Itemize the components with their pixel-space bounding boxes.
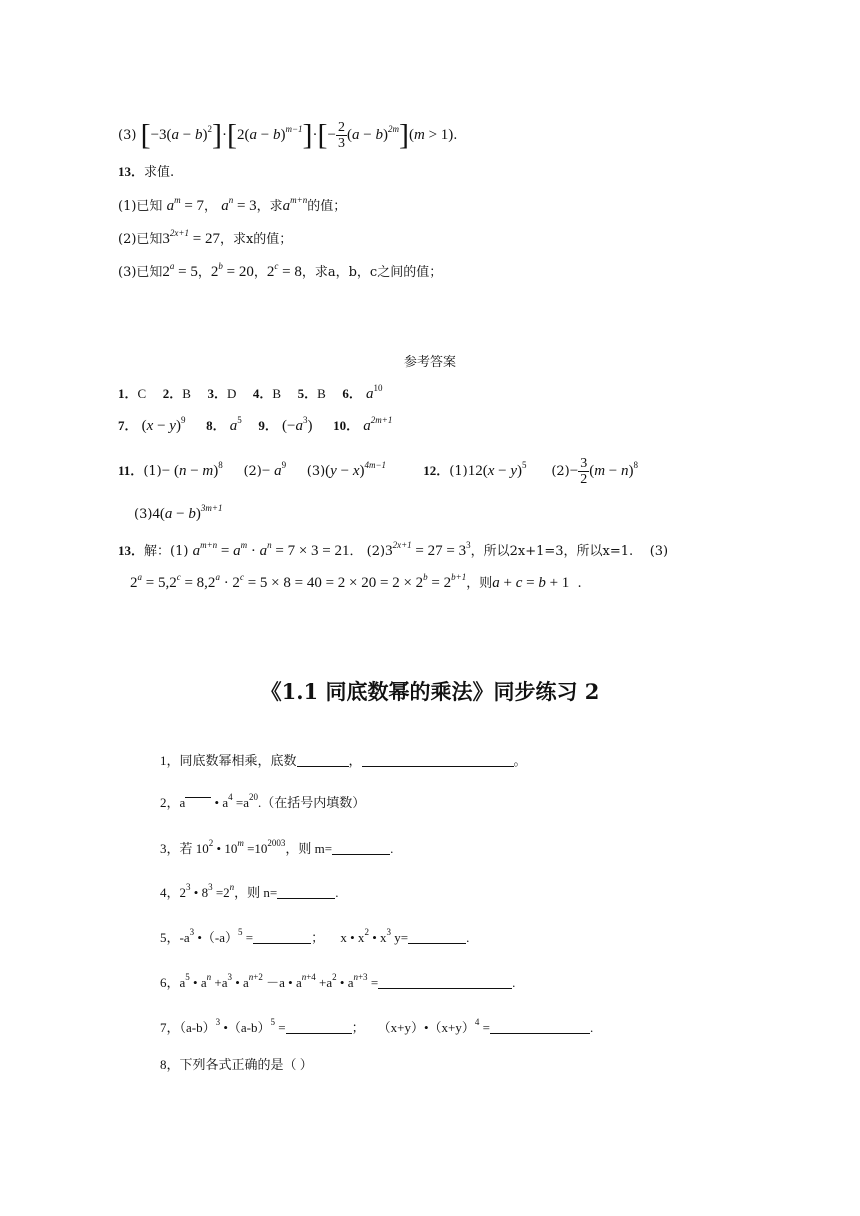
paren-blank[interactable]	[185, 795, 211, 798]
sub-label: (2)	[551, 464, 570, 479]
answer-number: 13	[118, 543, 131, 558]
bracket: [	[317, 118, 328, 152]
answer-number: 12	[423, 463, 437, 478]
math: a	[221, 198, 229, 214]
exercise-12-3: (3) $[-3(a - b)^2]\cdot[2(a - b)^{m-1}]\cdot[-$ $\frac{2}{3}$ $(a - b)^{2m}](m > 1)$.	[118, 118, 458, 152]
question-text: （x+y）•（x+y）	[377, 1020, 475, 1035]
answer-math: a	[363, 418, 371, 434]
answer-blank[interactable]	[286, 1019, 352, 1034]
answers-row-4: $(3)4(a - b)^{3m+1}$	[134, 503, 223, 522]
question-text: 5，-a	[160, 930, 190, 945]
answer-math: − a	[261, 463, 282, 479]
answer-math: a	[192, 543, 201, 559]
exercise-2-1	[160, 751, 527, 771]
math: 2	[162, 264, 170, 280]
answer-text: ，则	[466, 576, 493, 591]
answer-value: D	[226, 386, 237, 401]
answer-math: 12(x − y)	[467, 463, 523, 479]
exercise-2-8: 8，下列各式正确的是（ ）	[160, 1057, 313, 1072]
answer-math: 4(a − b)	[152, 506, 201, 522]
math: 2	[210, 264, 219, 280]
answers-row-2: 7． $(x - y)^9$ 8． $a^5$ 9． $(-a^3)$ 10． $a^{2m+1}$	[118, 415, 393, 434]
exercise-2-4: 4，$2^3$ • $8^3 =2^n$，则 n= .	[160, 882, 339, 900]
answer-number: 7	[118, 418, 125, 433]
question-text: (1)已知	[118, 199, 163, 214]
answer-math: a	[365, 386, 374, 402]
fraction: $\frac{3}{2}$	[580, 456, 588, 487]
answer-math: 2	[130, 575, 138, 591]
bracket: ]	[212, 118, 222, 152]
math: 2(a − b)	[237, 127, 286, 143]
exercise-13-1: (1)已知 $a^m = 7$， $a^n = 3$，求$a^{m+n}$的值；	[118, 195, 347, 214]
answer-number: 6	[342, 386, 349, 401]
bracket: [	[227, 118, 237, 152]
answer-number: 5	[297, 386, 305, 401]
math: a	[282, 198, 291, 214]
exercise-13-heading	[118, 162, 174, 183]
separator: ，	[204, 199, 218, 214]
answer-value: B	[182, 386, 191, 401]
exercise-13-2: (2)已知$3^{2x+1} = 27$，求x的值；	[118, 228, 293, 247]
math: 2	[266, 264, 275, 280]
answer-text: (3)	[649, 544, 669, 559]
question-text: ，求x的值；	[219, 232, 293, 247]
math: = 3	[233, 198, 257, 214]
answer-number: 8	[206, 418, 213, 433]
math: −3(a − b)	[150, 127, 208, 143]
answers-heading: 参考答案	[403, 355, 456, 370]
answer-number: 2	[162, 386, 170, 401]
answer-value: B	[272, 386, 282, 401]
question-text: ，求	[256, 199, 283, 214]
answer-number: 10	[333, 418, 347, 433]
question-text: 1，同底数幂相乘，底数	[160, 753, 297, 768]
question-text: (3)已知	[118, 265, 163, 280]
math: (a − b)	[347, 127, 388, 143]
answer-blank[interactable]	[253, 929, 311, 944]
answer-blank[interactable]	[408, 929, 466, 944]
exercise-13-3: (3)已知$2^a = 5$，$2^b = 20$，$2^c = 8$，求a，b，c之间的值；	[118, 261, 443, 280]
math: (m > 1)	[408, 127, 454, 143]
exercise-2-5: 5，$-a^3$ $•(-a)^5$ = ； x • $x^2$ • $x^3$ y= .	[160, 927, 470, 945]
math: a	[166, 198, 175, 214]
separator: 。	[513, 753, 527, 768]
answer-math: a	[492, 575, 500, 591]
answer-number: 3	[207, 386, 214, 401]
separator: ，	[348, 753, 362, 768]
answer-math: (x − y)	[141, 418, 181, 434]
answer-blank[interactable]	[277, 884, 335, 899]
answer-math: −	[569, 463, 579, 479]
answer-number: 4	[252, 386, 260, 401]
question-text: （在括号内填数）	[261, 795, 366, 810]
math: = 27	[189, 231, 220, 247]
answer-blank[interactable]	[490, 1019, 590, 1034]
answer-13-line-2: $2^a = 5,2^c = 8,2^a \cdot 2^c = 5 \times 8 = 40 = 2 \times 20 = 2 \times 2^b = 2^{b+1}$，则a + c = b + 1 .	[130, 572, 582, 591]
math: −	[327, 127, 337, 143]
question-text: ，求a，b，c之间的值；	[301, 265, 443, 280]
answer-text: (2)	[366, 544, 386, 559]
question-number: 13	[118, 164, 131, 179]
sub-label: (1)	[143, 464, 162, 479]
math: 3	[162, 231, 170, 247]
sub-label: (1)	[449, 464, 468, 479]
answers-row-3: 11．$(1)- (n - m)^8$ $(2)- a^9$ $(3)(y - x)^{4m-1}$ 12．$(1)12(x - y)^5$ (2)− $\frac{3}{2}$ $(m - n)^8$	[118, 456, 639, 487]
answer-number: 9	[258, 418, 265, 433]
answer-blank[interactable]	[332, 840, 390, 855]
math: = 20	[222, 264, 254, 280]
answer-blank[interactable]	[378, 974, 512, 989]
question-text: x • x	[340, 930, 365, 945]
answer-math: (y − x)	[325, 463, 365, 479]
answer-13-line-1: 13．解：(1) $a^{m+n} = a^m \cdot a^n = 7 \times 3 = 21$． $(2)3^{2x+1} = 27 = 3^3$，所以2x+1=3，所以x=1. (3)	[118, 540, 669, 559]
math: = 8	[278, 264, 302, 280]
sub-label: (3)	[134, 507, 153, 522]
bracket: [	[140, 118, 151, 152]
answer-math: (m − n)	[589, 463, 634, 479]
math: = 5	[174, 264, 198, 280]
exercise-2-2: 2，a • $a^4 =a^{20}$.（在括号内填数）	[160, 792, 366, 810]
question-text: 3，若 10	[160, 841, 209, 856]
answer-math: (−a	[281, 418, 303, 434]
question-title: 求值.	[144, 165, 175, 180]
bracket: ]	[398, 118, 409, 152]
answer-blank[interactable]	[297, 752, 349, 767]
item-label: (3)	[118, 128, 137, 143]
fraction: $\frac{2}{3}$	[338, 120, 346, 151]
answer-value: B	[317, 386, 326, 401]
exercise-2-7: 7，$(a-b)^3$ $•(a-b)^5$ = ； $(x+y)•(x+y)^4$ = .	[160, 1017, 594, 1035]
answers-row-1: 1．C 2．B 3．D 4．B 5．B 6． $a^{10}$	[118, 383, 383, 402]
math: ·	[222, 127, 227, 143]
period: .	[453, 128, 458, 143]
exercise-2-3: 3，若 $10^2$ • $10^m =10^{2003}$，则 m= .	[160, 838, 394, 856]
question-text: 的值；	[307, 199, 347, 214]
question-text: ，则 m=	[285, 841, 333, 856]
answer-blank[interactable]	[362, 752, 514, 767]
section-title: 《1.1 同底数幂的乘法》同步练习 2	[260, 679, 600, 704]
sub-label: (3)	[306, 464, 326, 479]
answer-value: C	[137, 386, 147, 401]
sub-label: (2)	[243, 464, 262, 479]
answer-text: ，所以2x+1=3，所以x=1.	[470, 544, 634, 559]
answer-number: 11	[118, 463, 131, 478]
separator: ．	[131, 164, 145, 179]
answer-number: 1	[118, 386, 125, 401]
math: = 7	[180, 198, 205, 214]
answer-math: 3	[385, 543, 393, 559]
math: ·	[312, 127, 318, 143]
answer-text: 解：(1)	[144, 544, 189, 559]
question-text: (2)已知	[118, 232, 163, 247]
answer-math: a	[229, 418, 238, 434]
question-text: 7，（a-b）	[160, 1020, 216, 1035]
bracket: ]	[302, 118, 313, 152]
exercise-2-6: 6，$a^5$ • $a^n +a^3$ • $a^{n+2} -a$ • $a^{n+4} +a^2$ • $a^{n+3}$ = .	[160, 972, 516, 990]
question-text: 6，a	[160, 975, 186, 990]
question-text: ，则 n=	[234, 885, 278, 900]
answer-math: − (n − m)	[161, 463, 219, 479]
